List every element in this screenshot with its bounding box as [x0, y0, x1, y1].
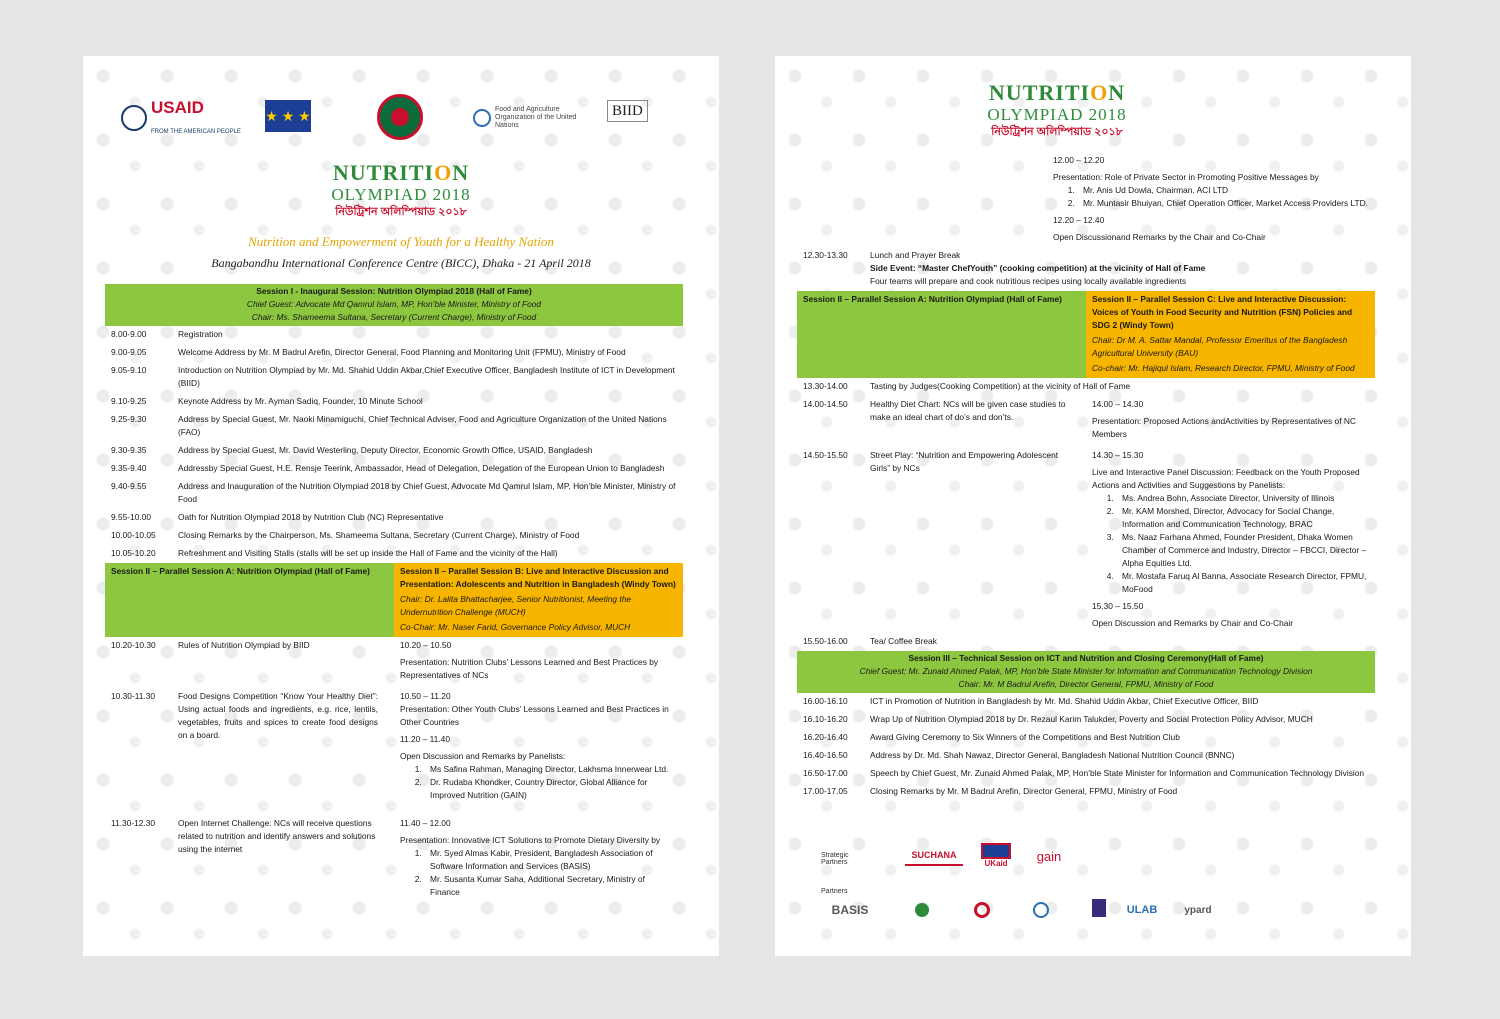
list-item: 1. Ms Safina Rahman, Managing Director, Lakhsma Innerwear Ltd. [424, 763, 677, 776]
row-time: 9.40-9.55 [111, 481, 147, 491]
row-desc: Lunch and Prayer Break [870, 250, 961, 260]
nutrition-olympiad-logo [311, 160, 491, 222]
row-b-desc: Live and Interactive Panel Discussion: Feedback on the Youth Proposed Actions and Activities and Suggestions by Panelists: [1092, 467, 1360, 490]
list-item: 1. Ms. Andrea Bohn, Associate Director, University of Illinois [1116, 492, 1369, 505]
govt-seal-icon [391, 108, 409, 126]
row-time: 14.50-15.50 [803, 450, 848, 460]
agenda-row [797, 447, 1375, 633]
agenda-row [797, 693, 1375, 711]
row-time: 9.00-9.05 [111, 347, 147, 357]
union-jack-icon [981, 843, 1011, 859]
list-item: 2. Mr. KAM Morshed, Director, Advocacy for Social Change, Information and Communication Technology, BRAC [1116, 505, 1369, 531]
row-b-desc: Open Discussionand Remarks by the Chair and Co-Chair [1053, 232, 1266, 242]
row-time: 17.00-17.05 [803, 786, 848, 796]
row-desc: ICT in Promotion of Nutrition in Bangladesh by Mr. Md. Shahid Uddin Akbar, Chief Executive Officer, BIID [870, 696, 1259, 706]
row-b-desc: Open Discussion and Remarks by Chair and Co-Chair [1092, 618, 1294, 628]
eu-flag-logo [265, 100, 311, 132]
row-desc: Food Designs Competition “Know Your Healthy Diet”: Using actual foods and ingredients, e.g. rice, lentils, vegetables, fruits and spices to create food designs on a board. [178, 691, 378, 740]
side-event-note: Four teams will prepare and cook nutritious recipes using locally available ingredients [870, 276, 1187, 286]
row-desc: Tasting by Judges(Cooking Competition) at the vicinity of Hall of Fame [870, 381, 1131, 391]
session-1-rows [105, 326, 683, 563]
list-item: 2. Mr. Muntasir Bhuiyan, Chief Operation Officer, Market Access Providers LTD. [1077, 197, 1369, 210]
row-desc: Oath for Nutrition Olympiad 2018 by Nutrition Club (NC) Representative [178, 512, 444, 522]
agenda-row [105, 509, 683, 527]
brand-word: NUTRITI [988, 80, 1091, 105]
biid-text: BIID [612, 102, 643, 119]
row-desc: Registration [178, 329, 223, 339]
row-b-time: 12.20 – 12.40 [1053, 215, 1105, 225]
parallel-c-cochair: Co-chair: Mr. Hajiqul Islam, Research Director, FPMU, Ministry of Food [1092, 363, 1355, 373]
girl-guides-logo [887, 900, 957, 920]
ukaid-text: UKaid [984, 858, 1008, 868]
list-item: 2. Dr. Rudaba Khondker, Country Director, Global Alliance for Improved Nutrition (GAIN) [424, 776, 677, 802]
session-2-header [797, 291, 1375, 378]
brand-carrot-o: O [434, 160, 453, 185]
agenda-row [105, 411, 683, 442]
brand-carrot-o: O [1090, 80, 1109, 105]
row-time: 14.00-14.50 [803, 399, 848, 409]
ukaid-logo [979, 840, 1013, 870]
brand-subtitle: OLYMPIAD 2018 [987, 105, 1127, 124]
basis-text: BASIS [831, 903, 869, 917]
panelist-list [400, 763, 677, 802]
list-item: 1. Mr. Anis Ud Dowla, Chairman, ACI LTD [1077, 184, 1369, 197]
list-item: 1. Mr. Syed Almas Kabir, President, Bangladesh Association of Software Information and Services (BASIS) [424, 847, 677, 873]
basis-logo [821, 900, 879, 920]
row-b-desc: Presentation: Role of Private Sector in Promoting Positive Messages by [1053, 172, 1319, 182]
presenter-list [400, 847, 677, 899]
row-b-desc: Presentation: Other Youth Clubs’ Lessons Learned and Best Practices in Other Countries [400, 704, 669, 727]
row-time: 9.30-9.35 [111, 445, 147, 455]
row-b-desc: Presentation: Innovative ICT Solutions to Promote Dietary Diversity by [400, 835, 661, 845]
agenda-page-2 [775, 56, 1411, 956]
row-time: 9.10-9.25 [111, 396, 147, 406]
side-event: Side Event: “Master ChefYouth” (cooking competition) at the vicinity of Hall of Fame [870, 263, 1206, 273]
row-time: 13.30-14.00 [803, 381, 848, 391]
partner-seal-icon [1033, 902, 1049, 918]
ypard-text: ypard [1184, 904, 1212, 916]
agenda-row [797, 765, 1375, 783]
row-desc: Street Play: “Nutrition and Empowering Adolescent Girls” by NCs [870, 450, 1059, 473]
row-time: 9.55-10.00 [111, 512, 152, 522]
parallel-c-chair: Chair: Dr M. A. Sattar Mandal, Professor Emeritus of the Bangladesh Agricultural University (BAU) [1092, 335, 1348, 358]
row-desc: Healthy Diet Chart: NCs will be given case studies to make an ideal chart of do’s and don’ts. [870, 399, 1066, 422]
panelist-list [1092, 492, 1369, 596]
list-item: 2. Mr. Susanta Kumar Saha, Additional Secretary, Ministry of Finance [424, 873, 677, 899]
ypard-logo [1175, 900, 1221, 920]
row-time: 9.05-9.10 [111, 365, 147, 375]
parallel-b-cochair: Co-Chair: Mr. Naser Farid, Governance Policy Advisor, MUCH [400, 622, 631, 632]
university-logo [1089, 898, 1109, 918]
row-time: 11.30-12.30 [111, 818, 156, 828]
row-time: 10.30-11.30 [111, 691, 156, 701]
fao-logo [473, 100, 583, 136]
brand-bangla: নিউট্রিশন অলিম্পিয়াড ২০১৮ [335, 206, 467, 218]
red-crescent-logo [971, 900, 993, 920]
brand-word: NUTRITI [332, 160, 435, 185]
agenda-row [797, 783, 1375, 801]
parallel-a-title: Session II – Parallel Session A: Nutrition Olympiad (Hall of Fame) [797, 291, 1086, 378]
fao-text: Food and Agriculture Organization of the United Nations [495, 106, 577, 129]
ulab-logo [1117, 900, 1167, 920]
row-desc: Address and Inauguration of the Nutrition Olympiad 2018 by Chief Guest, Advocate Md Qamrul Islam, MP, Hon’ble Minister, Ministry of Food [178, 481, 676, 504]
brand-word-end: N [1108, 80, 1126, 105]
gain-logo [1021, 846, 1077, 866]
row-b-desc: Presentation: Nutrition Clubs’ Lessons Learned and Best Practices by Representatives of NCs [400, 657, 659, 680]
brand-word-end: N [452, 160, 470, 185]
university-crest-icon [1092, 899, 1106, 917]
bangladesh-govt-logo [377, 94, 423, 140]
agenda-table [105, 284, 683, 902]
row-time: 9.25-9.30 [111, 414, 147, 424]
row-b-time: 10.20 – 10.50 [400, 640, 452, 650]
ulab-text: ULAB [1126, 904, 1158, 916]
row-time: 10.05-10.20 [111, 548, 156, 558]
agenda-row [797, 711, 1375, 729]
usaid-seal-icon [121, 105, 147, 131]
row-b-time: 10.50 – 11.20 [400, 691, 451, 701]
row-b-time: 14.00 – 14.30 [1092, 399, 1144, 409]
list-item: 3. Ms. Naaz Farhana Ahmed, Founder President, Dhaka Women Chamber of Commerce and Industry, Director – FBCCI, Director – Alpha Equities Ltd. [1116, 531, 1369, 570]
agenda-row [797, 729, 1375, 747]
row-desc: Closing Remarks by Mr. M Badrul Arefin, Director General, FPMU, Ministry of Food [870, 786, 1178, 796]
usaid-logo [121, 100, 241, 136]
row-time: 16.40-16.50 [803, 750, 848, 760]
row-desc: Award Giving Ceremony to Six Winners of the Competitions and Best Nutrition Club [870, 732, 1180, 742]
agenda-row [105, 688, 683, 805]
venue: Bangabandhu International Conference Centre (BICC), Dhaka - 21 April 2018 [211, 256, 591, 270]
agenda-row [105, 460, 683, 478]
chief-guest: Chief Guest: Mr. Zunaid Ahmed Palak, MP, Hon’ble State Minister for Information and Communication Technology Division [859, 666, 1313, 676]
agenda-table [797, 152, 1375, 801]
suchana-logo [905, 846, 963, 866]
nutrition-olympiad-logo [967, 80, 1147, 142]
row-desc: Speech by Chief Guest, Mr. Zunaid Ahmed Palak, MP, Hon’ble State Minister for Information and Communication Technology Division [870, 768, 1365, 778]
row-desc: Tea/ Coffee Break [870, 636, 937, 646]
partner-logo [1001, 900, 1081, 920]
gain-text: gain [1036, 848, 1062, 864]
red-crescent-icon [974, 902, 990, 918]
session-chair: Chair: Mr. M Badrul Arefin, Director General, FPMU, Ministry of Food [958, 679, 1214, 689]
suchana-text: SUCHANA [911, 850, 957, 860]
row-time: 12.30-13.30 [803, 250, 848, 260]
usaid-subtext: FROM THE AMERICAN PEOPLE [151, 129, 241, 135]
row-time: 9.35-9.40 [111, 463, 147, 473]
row-desc: Introduction on Nutrition Olympiad by Mr. Md. Shahid Uddin Akbar,Chief Executive Officer, Bangladesh Institute of ICT in Development (BIID) [178, 365, 675, 388]
row-time: 10.00-10.05 [111, 530, 156, 540]
fao-icon [473, 109, 491, 127]
presenter-list [1053, 184, 1369, 210]
session-title: Session I - Inaugural Session: Nutrition Olympiad 2018 (Hall of Fame) [256, 286, 532, 296]
agenda-row [797, 247, 1375, 291]
parallel-a-title: Session II – Parallel Session A: Nutrition Olympiad (Hall of Fame) [105, 563, 394, 637]
session-title: Session III – Technical Session on ICT and Nutrition and Closing Ceremony(Hall of Fame) [908, 653, 1264, 663]
row-desc: Refreshment and Visiting Stalls (stalls will be set up inside the Hall of Fame and the vicinity of the Hall) [178, 548, 558, 558]
session-3-rows [797, 693, 1375, 801]
brand-bangla: নিউট্রিশন অলিম্পিয়াড ২০১৮ [991, 126, 1123, 138]
row-desc: Address by Special Guest, Mr. Naoki Minamiguchi, Chief Technical Adviser, Food and Agriculture Organization of the United Nations (FAO) [178, 414, 667, 437]
strategic-partners-label: Strategic Partners [821, 852, 849, 866]
row-time: 16.00-16.10 [803, 696, 848, 706]
usaid-text: USAID [151, 98, 204, 117]
row-time: 16.20-16.40 [803, 732, 848, 742]
row-b-time: 12.00 – 12.20 [1053, 155, 1105, 165]
row-b-time: 11.20 – 11.40 [400, 734, 450, 744]
row-desc: Addressby Special Guest, H.E. Rensje Teerink, Ambassador, Head of Delegation, Delegation of the European Union to Bangladesh [178, 463, 665, 473]
eu-stars: ★ ★ ★ [265, 107, 311, 124]
agenda-row [105, 344, 683, 362]
row-b-time: 11.40 – 12.00 [400, 818, 451, 828]
agenda-row [105, 637, 683, 685]
parallel-b-title: Session II – Parallel Session B: Live and Interactive Discussion and Presentation: Adolescents and Nutrition in Bangladesh (Windy Town) [400, 566, 676, 589]
row-time: 16.50-17.00 [803, 768, 848, 778]
row-time: 15.50-16.00 [803, 636, 848, 646]
row-b-desc: Presentation: Proposed Actions andActivities by Representatives of NC Members [1092, 416, 1356, 439]
agenda-page-1 [83, 56, 719, 956]
row-desc: Wrap Up of Nutrition Olympiad 2018 by Dr. Rezaul Karim Talukder, Poverty and Social Protection Policy Advisor, MUCH [870, 714, 1313, 724]
chief-guest: Chief Guest: Advocate Md Qamrul Islam, MP, Hon’ble Minister, Ministry of Food [246, 299, 542, 309]
agenda-row [105, 442, 683, 460]
row-b-time: 15.30 – 15.50 [1092, 601, 1144, 611]
row-desc: Address by Special Guest, Mr. David Westerling, Deputy Director, Economic Growth Office, USAID, Bangladesh [178, 445, 593, 455]
brand-subtitle: OLYMPIAD 2018 [331, 185, 471, 204]
row-desc: Keynote Address by Mr. Ayman Sadiq, Founder, 10 Minute School [178, 396, 423, 406]
continued-session-b [797, 152, 1375, 247]
row-desc: Open Internet Challenge: NCs will receive questions related to nutrition and identify answers and solutions using the internet [178, 818, 376, 854]
agenda-row [105, 478, 683, 509]
row-time: 16.10-16.20 [803, 714, 848, 724]
row-desc: Welcome Address by Mr. M Badrul Arefin, Director General, Food Planning and Monitoring Unit (FPMU), Ministry of Food [178, 347, 626, 357]
sponsor-logos [117, 100, 685, 144]
row-time: 10.20-10.30 [111, 640, 156, 650]
agenda-row [105, 527, 683, 545]
biid-logo [607, 100, 648, 122]
agenda-row [797, 747, 1375, 765]
row-desc: Closing Remarks by the Chairperson, Ms. Shameema Sultana, Secretary (Current Charge), Ministry of Food [178, 530, 580, 540]
agenda-row [105, 393, 683, 411]
session-3-header [797, 651, 1375, 693]
session-1-header [105, 284, 683, 326]
agenda-row [105, 545, 683, 563]
parallel-c-title: Session II – Parallel Session C: Live and Interactive Discussion: Voices of Youth in Food Security and Nutrition (FSN) Policies and SDG 2 (Windy Town) [1092, 294, 1353, 330]
agenda-row [797, 378, 1375, 396]
row-b-time: 14.30 – 15.30 [1092, 450, 1144, 460]
agenda-row [105, 326, 683, 344]
session-chair: Chair: Ms. Shameema Sultana, Secretary (Current Charge), Ministry of Food [251, 312, 537, 322]
list-item: 4. Mr. Mostafa Faruq Al Banna, Associate Research Director, FPMU, MoFood [1116, 570, 1369, 596]
girl-guides-icon [915, 903, 929, 917]
agenda-row [105, 362, 683, 393]
row-desc: Address by Dr. Md. Shah Nawaz, Director General, Bangladesh National Nutrition Council (BNNC) [870, 750, 1235, 760]
row-time: 8.00-9.00 [111, 329, 147, 339]
agenda-row [105, 815, 683, 902]
row-b-desc: Open Discussion and Remarks by Panelists: [400, 751, 566, 761]
row-desc: Rules of Nutrition Olympiad by BIID [178, 640, 310, 650]
tagline: Nutrition and Empowerment of Youth for a Healthy Nation [248, 234, 554, 249]
agenda-row [797, 396, 1375, 444]
agenda-row [797, 633, 1375, 651]
parallel-b-chair: Chair: Dr. Lalita Bhattacharjee, Senior Nutritionist, Meeting the Undernutrition Challenge (MUCH) [400, 594, 632, 617]
partners-label: Partners [821, 888, 848, 895]
session-2-header [105, 563, 683, 637]
